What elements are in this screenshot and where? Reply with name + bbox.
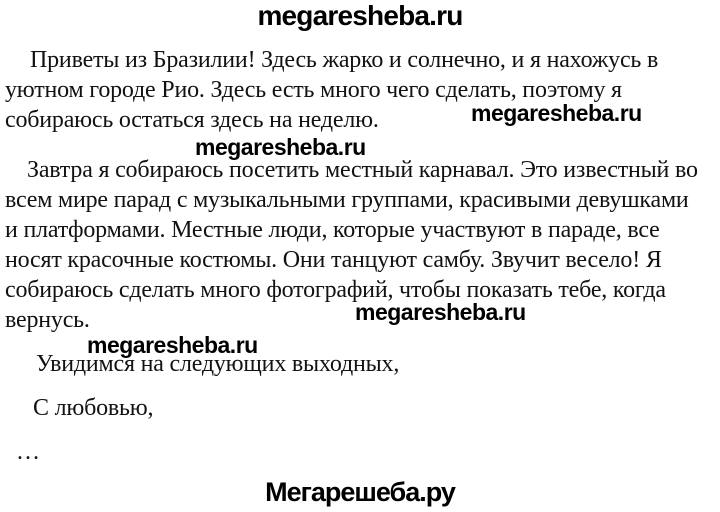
watermark-megaresheba-inline: megaresheba.ru	[355, 299, 526, 325]
watermark-megaresheba-inline: megaresheba.ru	[471, 100, 642, 126]
watermark-megaresheba-footer: Мегарешеба.ру	[265, 477, 455, 507]
letter-line: и платформами. Местные люди, которые участвуют в параде, все	[5, 217, 660, 243]
letter-line: собираюсь остаться здесь на неделю.	[5, 107, 379, 133]
letter-line: Завтра я собираюсь посетить местный карнавал. Это известный во	[27, 157, 698, 183]
letter-line: уютном городе Рио. Здесь есть много чего сделать, поэтому я	[5, 77, 622, 103]
letter-line: всем мире парад с музыкальными группами, красивыми девушками	[5, 187, 689, 213]
watermark-megaresheba-inline: megaresheba.ru	[87, 332, 258, 358]
letter-line: вернусь.	[5, 307, 90, 333]
watermark-megaresheba-header: megaresheba.ru	[257, 0, 463, 31]
letter-line: Приветы из Бразилии! Здесь жарко и солнечно, и я нахожусь в	[30, 47, 659, 73]
letter-line: Увидимся на следующих выходных,	[36, 351, 400, 377]
watermark-megaresheba-inline: megaresheba.ru	[195, 134, 366, 160]
letter-line: носят красочные костюмы. Они танцуют самбу. Звучит весело! Я	[5, 247, 662, 273]
letter-line: …	[16, 439, 40, 465]
letter-line: С любовью,	[33, 395, 154, 421]
letter-line: собираюсь сделать много фотографий, чтобы показать тебе, когда	[5, 277, 666, 303]
